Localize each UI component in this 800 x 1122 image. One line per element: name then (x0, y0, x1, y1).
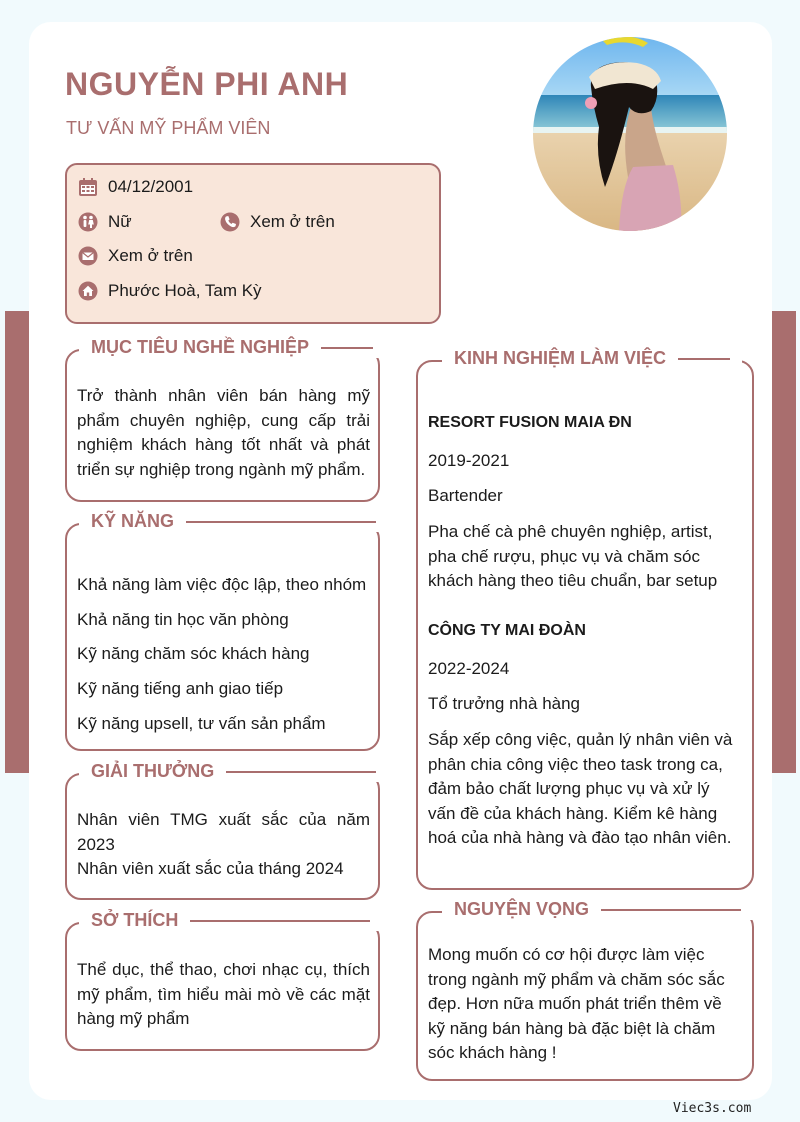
aspiration-text: Mong muốn có cơ hội được làm việc trong ngành mỹ phẩm và chăm sóc sắc đẹp. Hơn nữa muốn phát triển thêm về kỹ năng bán hàng bà đặc biệt là chăm sóc khách hàng ! (428, 945, 725, 1062)
job-position: Bartender (428, 486, 503, 505)
job-period: 2019-2021 (428, 451, 510, 470)
gender-row (78, 212, 132, 232)
awards-title: GIẢI THƯỞNG (91, 761, 215, 781)
skill-item: Khả năng làm việc độc lập, theo nhóm (77, 575, 367, 594)
gender-icon (78, 212, 98, 232)
aspiration-title: NGUYỆN VỌNG (454, 899, 590, 919)
objective-section (65, 337, 380, 502)
section-title (442, 899, 753, 920)
job-company: CÔNG TY MAI ĐOÀN (428, 622, 586, 639)
title-divider (321, 347, 373, 349)
mail-icon (78, 246, 98, 266)
candidate-role: TƯ VẤN MỸ PHẨM VIÊN (66, 118, 271, 138)
skill-item: Kỹ năng chăm sóc khách hàng (77, 644, 310, 663)
section-title (79, 761, 388, 782)
address-row (78, 281, 262, 301)
job-description: Sắp xếp công việc, quản lý nhân viên và phân chia công việc theo task trong ca, đảm bảo chất lượng phục vụ và xử lý vấn đề của khách hàng. Kiểm kê hàng hoá của nhà hàng và đào tạo nhân viên. (428, 730, 733, 847)
address-value: Phước Hoà, Tam Kỳ (108, 281, 262, 300)
experience-section (416, 348, 754, 890)
section-title (442, 348, 742, 369)
skills-title: KỸ NĂNG (91, 511, 175, 531)
title-divider (226, 771, 376, 773)
right-accent-bar (772, 311, 796, 773)
title-divider (601, 909, 741, 911)
email-row (78, 246, 193, 266)
aspiration-section (416, 899, 754, 1081)
title-divider (190, 920, 370, 922)
hobbies-title: SỞ THÍCH (91, 910, 179, 930)
profile-photo (533, 37, 727, 231)
candidate-name: NGUYỄN PHI ANH (65, 66, 349, 102)
phone-value: Xem ở trên (250, 212, 335, 231)
section-title (79, 511, 388, 532)
title-divider (678, 358, 730, 360)
job-company: RESORT FUSION MAIA ĐN (428, 414, 632, 431)
objective-title: MỤC TIÊU NGHỀ NGHIỆP (91, 337, 310, 357)
email-value: Xem ở trên (108, 246, 193, 265)
award-item: Nhân viên TMG xuất sắc của năm 2023 (77, 810, 370, 854)
home-icon (78, 281, 98, 301)
job-period: 2022-2024 (428, 659, 510, 678)
section-title (79, 337, 385, 358)
hobbies-text: Thể dục, thể thao, chơi nhạc cụ, thích mỹ phẩm, tìm hiểu mài mò về các mặt hàng mỹ phẩm (77, 960, 370, 1028)
award-item: Nhân viên xuất sắc của tháng 2024 (77, 859, 344, 878)
contact-info-box (65, 163, 441, 324)
birthday-value: 04/12/2001 (108, 177, 194, 196)
section-title (79, 910, 382, 931)
calendar-icon (78, 177, 98, 197)
awards-section (65, 761, 380, 900)
objective-text: Trở thành nhân viên bán hàng mỹ phẩm chuyên nghiệp, cung cấp trải nghiệm khách hàng tốt nhất và phát triển sự nghiệp trong ngành mỹ phẩm. (77, 386, 370, 479)
birthday-row (78, 177, 193, 197)
job-position: Tổ trưởng nhà hàng (428, 694, 581, 713)
phone-row (220, 212, 335, 232)
watermark: Viec3s.com (673, 1101, 752, 1116)
skill-item: Kỹ năng tiếng anh giao tiếp (77, 679, 284, 698)
left-accent-bar (5, 311, 29, 773)
gender-value: Nữ (108, 212, 132, 231)
experience-title: KINH NGHIỆM LÀM VIỆC (454, 348, 667, 368)
skill-item: Khả năng tin học văn phòng (77, 610, 289, 629)
hobbies-section (65, 910, 380, 1051)
job-description: Pha chế cà phê chuyên nghiệp, artist, pha chế rượu, phục vụ và chăm sóc khách hàng theo tiêu chuẩn, bar setup (428, 522, 718, 590)
skill-item: Kỹ năng upsell, tư vấn sản phẩm (77, 714, 326, 733)
title-divider (186, 521, 376, 523)
phone-icon (220, 212, 240, 232)
skills-section (65, 511, 380, 751)
